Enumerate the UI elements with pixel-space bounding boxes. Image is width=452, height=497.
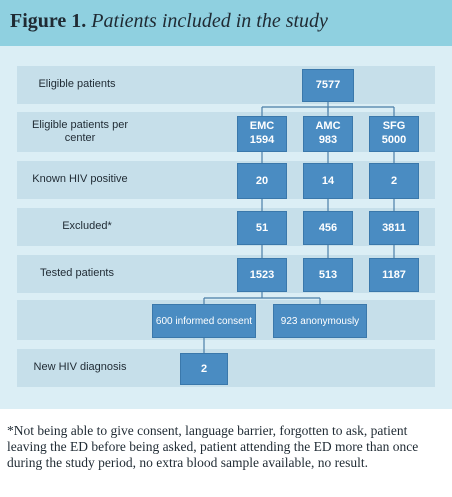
node-sfg-tested: 1187 xyxy=(369,258,419,292)
node-amc-hiv-positive: 14 xyxy=(303,163,353,199)
node-emc-name: EMC xyxy=(249,120,275,132)
node-sfg-hiv-positive: 2 xyxy=(369,163,419,199)
node-amc-name: AMC xyxy=(315,120,341,132)
row-label-hiv-positive: Known HIV positive xyxy=(32,173,128,185)
node-total-eligible: 7577 xyxy=(302,69,354,102)
row-label-tested: Tested patients xyxy=(40,267,114,279)
footnote: *Not being able to give consent, language barrier, forgotten to ask, patient leaving the ED before being asked, patient attending the ED more than once during the study period, no extra blood sample available, no result. xyxy=(7,423,419,470)
figure-label: Figure 1. xyxy=(10,10,87,32)
node-sfg-name: SFG xyxy=(382,120,406,132)
node-anonymously: 923 anonymously xyxy=(273,304,367,338)
node-amc-excluded: 456 xyxy=(303,211,353,245)
node-informed-consent: 600 informed consent xyxy=(152,304,256,338)
node-sfg-eligible-value: 5000 xyxy=(381,134,407,146)
node-amc-eligible xyxy=(303,116,353,152)
row-label-new-diagnosis: New HIV diagnosis xyxy=(33,361,127,373)
node-emc-eligible-value: 1594 xyxy=(249,134,275,146)
node-emc-eligible xyxy=(237,116,287,152)
row-label-excluded: Excluded* xyxy=(62,220,112,232)
row-label-per-center: Eligible patients per center xyxy=(31,119,128,144)
node-amc-eligible-value: 983 xyxy=(318,134,338,146)
node-sfg-excluded: 3811 xyxy=(369,211,419,245)
node-emc-excluded: 51 xyxy=(237,211,287,245)
node-new-diagnosis: 2 xyxy=(180,353,228,385)
node-emc-tested: 1523 xyxy=(237,258,287,292)
node-emc-hiv-positive: 20 xyxy=(237,163,287,199)
node-amc-tested: 513 xyxy=(303,258,353,292)
row-label-eligible: Eligible patients xyxy=(38,78,116,90)
node-sfg-eligible xyxy=(369,116,419,152)
figure-caption: Patients included in the study xyxy=(91,10,328,32)
